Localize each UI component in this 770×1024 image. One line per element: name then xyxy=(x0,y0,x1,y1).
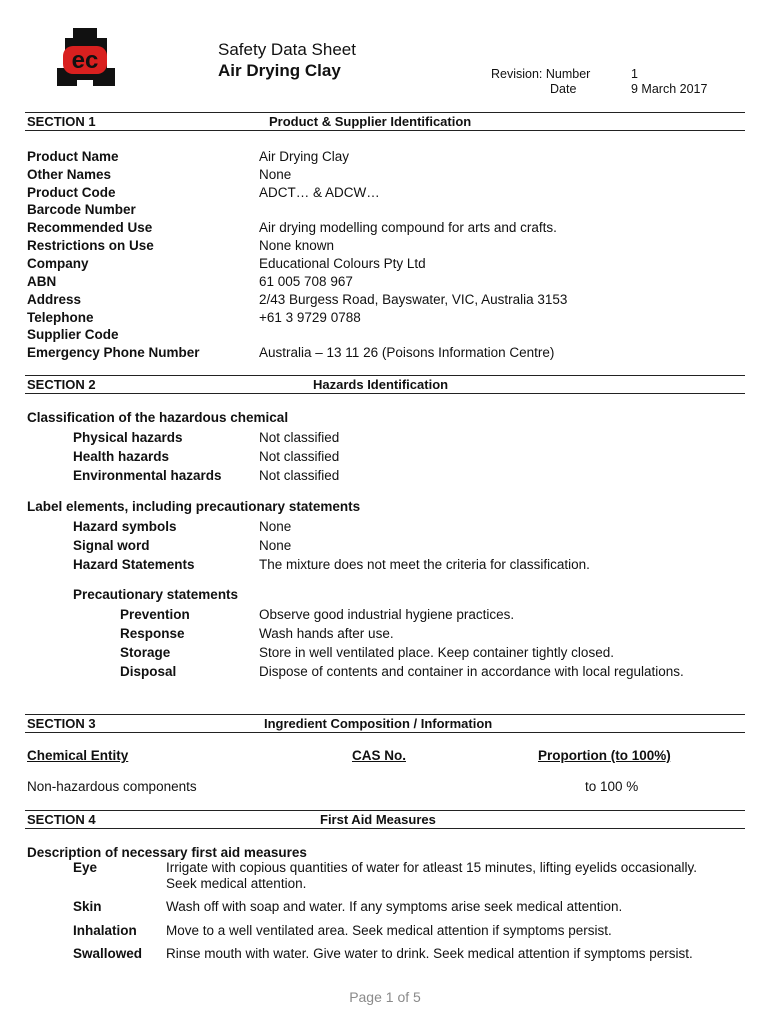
label-element-label: Hazard symbols xyxy=(73,519,177,534)
row-label: Barcode Number xyxy=(27,202,136,217)
row-value: Australia – 13 11 26 (Poisons Information Centre) xyxy=(259,345,555,360)
first-aid-label: Skin xyxy=(73,899,102,914)
section4-top-rule xyxy=(25,810,745,811)
precautionary-label: Response xyxy=(120,626,185,641)
section1-bottom-rule xyxy=(25,130,745,131)
column-header-chemical-entity: Chemical Entity xyxy=(27,748,129,763)
first-aid-value: Wash off with soap and water. If any symptoms arise seek medical attention. xyxy=(166,899,623,914)
precautionary-value: Wash hands after use. xyxy=(259,626,394,641)
section1-top-rule xyxy=(25,112,745,113)
first-aid-value: Rinse mouth with water. Give water to drink. Seek medical attention if symptoms persist. xyxy=(166,946,693,961)
row-label: Product Code xyxy=(27,185,116,200)
classification-value: Not classified xyxy=(259,468,340,483)
row-value: +61 3 9729 0788 xyxy=(259,310,361,325)
classification-heading: Classification of the hazardous chemical xyxy=(27,410,289,425)
revision-label: Revision: Number xyxy=(491,67,591,81)
row-label: Telephone xyxy=(27,310,94,325)
row-label: Supplier Code xyxy=(27,327,119,342)
date-label: Date xyxy=(550,82,577,96)
row-value: Air drying modelling compound for arts and crafts. xyxy=(259,220,557,235)
first-aid-heading: Description of necessary first aid measures xyxy=(27,845,307,860)
label-elements-heading: Label elements, including precautionary statements xyxy=(27,499,361,514)
precautionary-label: Disposal xyxy=(120,664,177,679)
section3-bottom-rule xyxy=(25,732,745,733)
ingredient-proportion: to 100 % xyxy=(585,779,639,794)
page-number: Page 1 of 5 xyxy=(349,989,421,1005)
label-element-value: None xyxy=(259,538,292,553)
section3-label: SECTION 3 xyxy=(27,716,96,731)
company-logo xyxy=(53,24,117,94)
ingredient-entity: Non-hazardous components xyxy=(27,779,197,794)
row-value: 61 005 708 967 xyxy=(259,274,353,289)
first-aid-label: Eye xyxy=(73,860,98,875)
first-aid-value-continued: Seek medical attention. xyxy=(166,876,307,891)
section4-bottom-rule xyxy=(25,828,745,829)
label-element-label: Signal word xyxy=(73,538,150,553)
section2-top-rule xyxy=(25,375,745,376)
classification-label: Physical hazards xyxy=(73,430,183,445)
row-label: Address xyxy=(27,292,82,307)
section4-title: First Aid Measures xyxy=(320,812,436,827)
section1-title: Product & Supplier Identification xyxy=(269,114,472,129)
first-aid-value: Move to a well ventilated area. Seek medical attention if symptoms persist. xyxy=(166,923,612,938)
row-label: Product Name xyxy=(27,149,119,164)
section3-title: Ingredient Composition / Information xyxy=(264,716,493,731)
date-value: 9 March 2017 xyxy=(631,82,708,96)
section2-bottom-rule xyxy=(25,393,745,394)
label-element-label: Hazard Statements xyxy=(73,557,195,572)
classification-value: Not classified xyxy=(259,430,340,445)
product-title: Air Drying Clay xyxy=(218,61,341,80)
document-title: Safety Data Sheet xyxy=(218,40,356,59)
column-header-cas: CAS No. xyxy=(352,748,406,763)
classification-value: Not classified xyxy=(259,449,340,464)
row-label: ABN xyxy=(27,274,57,289)
precautionary-label: Storage xyxy=(120,645,171,660)
precautionary-value: Dispose of contents and container in accordance with local regulations. xyxy=(259,664,684,679)
ec-logo-icon xyxy=(53,24,117,94)
precautionary-heading: Precautionary statements xyxy=(73,587,239,602)
label-element-value: The mixture does not meet the criteria for classification. xyxy=(259,557,590,572)
row-value: Air Drying Clay xyxy=(259,149,350,164)
classification-label: Environmental hazards xyxy=(73,468,222,483)
precautionary-value: Observe good industrial hygiene practices. xyxy=(259,607,515,622)
classification-label: Health hazards xyxy=(73,449,170,464)
row-value: None xyxy=(259,167,292,182)
row-label: Restrictions on Use xyxy=(27,238,154,253)
revision-value: 1 xyxy=(631,67,638,81)
row-value: None known xyxy=(259,238,335,253)
first-aid-label: Swallowed xyxy=(73,946,143,961)
first-aid-value: Irrigate with copious quantities of water for atleast 15 minutes, lifting eyelids occasionally. xyxy=(166,860,698,875)
section2-title: Hazards Identification xyxy=(313,377,449,392)
row-label: Emergency Phone Number xyxy=(27,345,200,360)
precautionary-value: Store in well ventilated place. Keep container tightly closed. xyxy=(259,645,614,660)
row-value: 2/43 Burgess Road, Bayswater, VIC, Australia 3153 xyxy=(259,292,568,307)
row-label: Company xyxy=(27,256,89,271)
row-label: Other Names xyxy=(27,167,112,182)
precautionary-label: Prevention xyxy=(120,607,190,622)
logo-text: ec xyxy=(71,47,99,74)
section1-label: SECTION 1 xyxy=(27,114,96,129)
row-label: Recommended Use xyxy=(27,220,153,235)
column-header-proportion: Proportion (to 100%) xyxy=(538,748,671,763)
first-aid-label: Inhalation xyxy=(73,923,137,938)
section2-label: SECTION 2 xyxy=(27,377,96,392)
section3-top-rule xyxy=(25,714,745,715)
section4-label: SECTION 4 xyxy=(27,812,96,827)
row-value: ADCT… & ADCW… xyxy=(259,185,380,200)
row-value: Educational Colours Pty Ltd xyxy=(259,256,426,271)
label-element-value: None xyxy=(259,519,292,534)
